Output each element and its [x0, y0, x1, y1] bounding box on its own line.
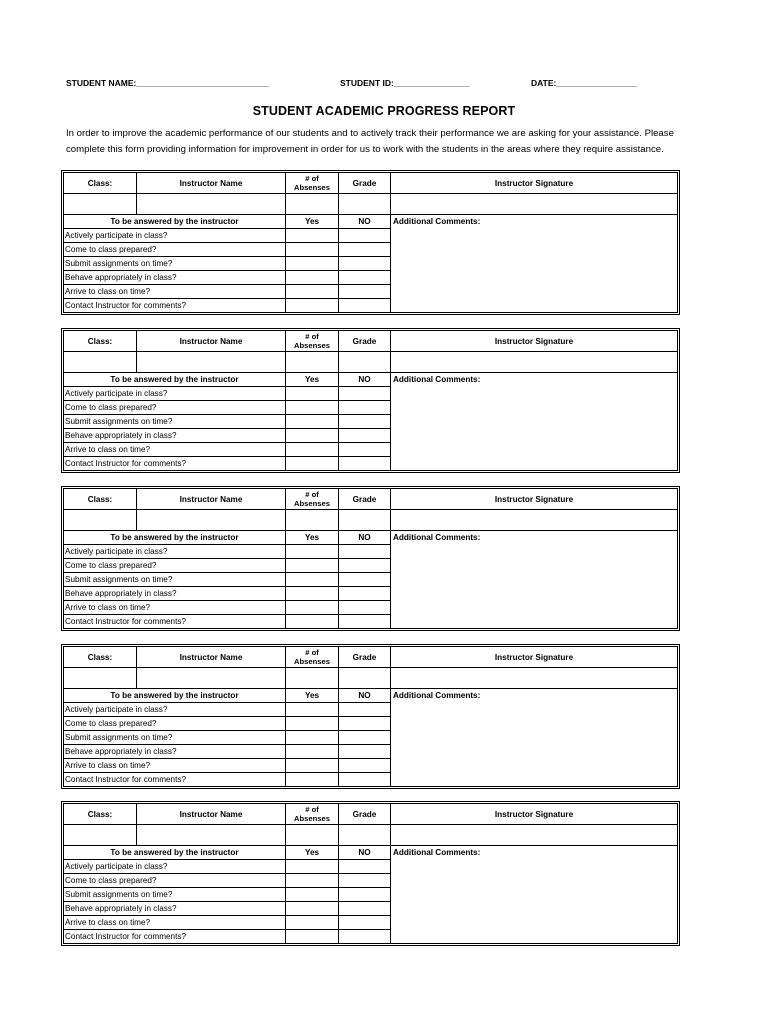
- no-header: NO: [339, 215, 391, 229]
- class-input[interactable]: [64, 352, 137, 373]
- yes-cell[interactable]: [286, 545, 339, 559]
- intro-paragraph: In order to improve the academic performance of our students and to actively track their performance we are asking for your assistance. Please complete this form providing information for improvement in order for us to work with the students in the areas where they require assistance.: [66, 128, 674, 155]
- no-header: NO: [339, 689, 391, 703]
- question-label: Actively participate in class?: [64, 229, 286, 243]
- comments-label: Additional Comments:: [393, 533, 481, 542]
- class-header: Class:: [64, 804, 137, 825]
- class-header: Class:: [64, 173, 137, 194]
- yes-cell[interactable]: [286, 573, 339, 587]
- question-header: To be answered by the instructor: [64, 846, 286, 860]
- form-table: [63, 330, 678, 471]
- yes-cell[interactable]: [286, 285, 339, 299]
- question-label: Come to class prepared?: [64, 559, 286, 573]
- yes-cell[interactable]: [286, 731, 339, 745]
- no-cell[interactable]: [339, 731, 391, 745]
- no-header: NO: [339, 373, 391, 387]
- grade-header: Grade: [339, 489, 391, 510]
- form-header-row: [64, 173, 678, 194]
- no-cell[interactable]: [339, 257, 391, 271]
- form-table: [63, 803, 678, 944]
- instructor-name-input[interactable]: [137, 668, 286, 689]
- no-cell[interactable]: [339, 745, 391, 759]
- grade-header: Grade: [339, 647, 391, 668]
- question-label: Behave appropriately in class?: [64, 271, 286, 285]
- entry-row: [64, 825, 678, 846]
- instructor-name-input[interactable]: [137, 510, 286, 531]
- no-cell[interactable]: [339, 902, 391, 916]
- absences-input[interactable]: [286, 510, 339, 531]
- class-header: Class:: [64, 331, 137, 352]
- no-cell[interactable]: [339, 285, 391, 299]
- question-label: Come to class prepared?: [64, 717, 286, 731]
- instructor-name-input[interactable]: [137, 194, 286, 215]
- question-label: Contact Instructor for comments?: [64, 773, 286, 787]
- yes-cell[interactable]: [286, 559, 339, 573]
- additional-comments-cell[interactable]: [391, 531, 678, 629]
- additional-comments-cell[interactable]: [391, 689, 678, 787]
- no-cell[interactable]: [339, 759, 391, 773]
- question-label: Actively participate in class?: [64, 703, 286, 717]
- absences-header: # of Absenses: [286, 647, 339, 668]
- question-label: Arrive to class on time?: [64, 601, 286, 615]
- date-field[interactable]: DATE:_________________: [531, 78, 637, 88]
- page-title: STUDENT ACADEMIC PROGRESS REPORT: [252, 104, 516, 118]
- absences-header: # of Absenses: [286, 173, 339, 194]
- signature-header: Instructor Signature: [391, 331, 678, 352]
- progress-form: [63, 172, 678, 318]
- yes-header: Yes: [286, 689, 339, 703]
- comments-label: Additional Comments:: [393, 217, 481, 226]
- form-table: [63, 646, 678, 787]
- yes-cell[interactable]: [286, 601, 339, 615]
- no-cell[interactable]: [339, 888, 391, 902]
- yes-cell[interactable]: [286, 888, 339, 902]
- entry-row: [64, 668, 678, 689]
- no-cell[interactable]: [339, 443, 391, 457]
- absences-input[interactable]: [286, 668, 339, 689]
- no-cell[interactable]: [339, 717, 391, 731]
- no-cell[interactable]: [339, 930, 391, 944]
- question-label: Arrive to class on time?: [64, 916, 286, 930]
- signature-input[interactable]: [391, 825, 678, 846]
- question-label: Behave appropriately in class?: [64, 745, 286, 759]
- entry-row: [64, 194, 678, 215]
- question-label: Behave appropriately in class?: [64, 429, 286, 443]
- question-label: Arrive to class on time?: [64, 285, 286, 299]
- question-header: To be answered by the instructor: [64, 215, 286, 229]
- yes-cell[interactable]: [286, 443, 339, 457]
- no-cell[interactable]: [339, 545, 391, 559]
- entry-row: [64, 510, 678, 531]
- no-cell[interactable]: [339, 601, 391, 615]
- question-header-row: [64, 373, 678, 387]
- signature-header: Instructor Signature: [391, 647, 678, 668]
- yes-cell[interactable]: [286, 415, 339, 429]
- question-label: Contact Instructor for comments?: [64, 457, 286, 471]
- question-label: Contact Instructor for comments?: [64, 930, 286, 944]
- form-header-row: [64, 647, 678, 668]
- yes-cell[interactable]: [286, 615, 339, 629]
- signature-input[interactable]: [391, 668, 678, 689]
- grade-input[interactable]: [339, 825, 391, 846]
- instructor-name-header: Instructor Name: [137, 173, 286, 194]
- form-header-row: [64, 489, 678, 510]
- no-cell[interactable]: [339, 271, 391, 285]
- no-cell[interactable]: [339, 773, 391, 787]
- absences-input[interactable]: [286, 352, 339, 373]
- yes-cell[interactable]: [286, 587, 339, 601]
- yes-header: Yes: [286, 215, 339, 229]
- grade-header: Grade: [339, 804, 391, 825]
- question-label: Submit assignments on time?: [64, 731, 286, 745]
- yes-cell[interactable]: [286, 299, 339, 313]
- yes-header: Yes: [286, 846, 339, 860]
- question-label: Submit assignments on time?: [64, 573, 286, 587]
- no-cell[interactable]: [339, 874, 391, 888]
- question-label: Contact Instructor for comments?: [64, 299, 286, 313]
- grade-header: Grade: [339, 331, 391, 352]
- progress-form: [63, 803, 678, 949]
- instructor-name-input[interactable]: [137, 825, 286, 846]
- form-header-row: [64, 331, 678, 352]
- question-label: Come to class prepared?: [64, 243, 286, 257]
- no-cell[interactable]: [339, 559, 391, 573]
- question-label: Behave appropriately in class?: [64, 902, 286, 916]
- no-cell[interactable]: [339, 703, 391, 717]
- yes-cell[interactable]: [286, 916, 339, 930]
- grade-header: Grade: [339, 173, 391, 194]
- additional-comments-cell[interactable]: [391, 215, 678, 313]
- question-label: Submit assignments on time?: [64, 888, 286, 902]
- form-table: [63, 488, 678, 629]
- question-label: Come to class prepared?: [64, 874, 286, 888]
- grade-input[interactable]: [339, 510, 391, 531]
- additional-comments-cell[interactable]: [391, 846, 678, 944]
- entry-row: [64, 352, 678, 373]
- no-header: NO: [339, 531, 391, 545]
- yes-cell[interactable]: [286, 860, 339, 874]
- signature-header: Instructor Signature: [391, 804, 678, 825]
- absences-header: # of Absenses: [286, 331, 339, 352]
- no-cell[interactable]: [339, 860, 391, 874]
- signature-header: Instructor Signature: [391, 489, 678, 510]
- comments-label: Additional Comments:: [393, 375, 481, 384]
- yes-cell[interactable]: [286, 243, 339, 257]
- absences-input[interactable]: [286, 194, 339, 215]
- class-input[interactable]: [64, 825, 137, 846]
- progress-form: [63, 488, 678, 634]
- no-cell[interactable]: [339, 401, 391, 415]
- signature-input[interactable]: [391, 194, 678, 215]
- instructor-name-header: Instructor Name: [137, 489, 286, 510]
- yes-cell[interactable]: [286, 387, 339, 401]
- absences-header: # of Absenses: [286, 804, 339, 825]
- yes-header: Yes: [286, 531, 339, 545]
- yes-cell[interactable]: [286, 902, 339, 916]
- absences-input[interactable]: [286, 825, 339, 846]
- yes-cell[interactable]: [286, 271, 339, 285]
- question-label: Come to class prepared?: [64, 401, 286, 415]
- comments-label: Additional Comments:: [393, 691, 481, 700]
- yes-cell[interactable]: [286, 257, 339, 271]
- no-cell[interactable]: [339, 387, 391, 401]
- no-cell[interactable]: [339, 243, 391, 257]
- progress-form: [63, 646, 678, 792]
- no-cell[interactable]: [339, 229, 391, 243]
- instructor-name-input[interactable]: [137, 352, 286, 373]
- form-header-row: [64, 804, 678, 825]
- yes-cell[interactable]: [286, 745, 339, 759]
- no-cell[interactable]: [339, 587, 391, 601]
- class-header: Class:: [64, 647, 137, 668]
- yes-cell[interactable]: [286, 930, 339, 944]
- question-label: Actively participate in class?: [64, 860, 286, 874]
- no-cell[interactable]: [339, 299, 391, 313]
- question-header-row: [64, 215, 678, 229]
- student-name-field[interactable]: STUDENT NAME:____________________________: [66, 78, 269, 88]
- yes-cell[interactable]: [286, 429, 339, 443]
- no-cell[interactable]: [339, 573, 391, 587]
- no-cell[interactable]: [339, 916, 391, 930]
- no-cell[interactable]: [339, 615, 391, 629]
- additional-comments-cell[interactable]: [391, 373, 678, 471]
- form-table: [63, 172, 678, 313]
- class-input[interactable]: [64, 194, 137, 215]
- yes-cell[interactable]: [286, 401, 339, 415]
- question-label: Arrive to class on time?: [64, 443, 286, 457]
- question-header-row: [64, 846, 678, 860]
- question-label: Behave appropriately in class?: [64, 587, 286, 601]
- no-cell[interactable]: [339, 429, 391, 443]
- question-label: Submit assignments on time?: [64, 415, 286, 429]
- grade-input[interactable]: [339, 668, 391, 689]
- instructor-name-header: Instructor Name: [137, 804, 286, 825]
- instructor-name-header: Instructor Name: [137, 331, 286, 352]
- no-cell[interactable]: [339, 415, 391, 429]
- grade-input[interactable]: [339, 194, 391, 215]
- student-id-field[interactable]: STUDENT ID:________________: [340, 78, 470, 88]
- question-header-row: [64, 689, 678, 703]
- signature-header: Instructor Signature: [391, 173, 678, 194]
- no-header: NO: [339, 846, 391, 860]
- absences-header: # of Absenses: [286, 489, 339, 510]
- question-label: Contact Instructor for comments?: [64, 615, 286, 629]
- question-header-row: [64, 531, 678, 545]
- signature-input[interactable]: [391, 352, 678, 373]
- no-cell[interactable]: [339, 457, 391, 471]
- yes-cell[interactable]: [286, 229, 339, 243]
- yes-cell[interactable]: [286, 759, 339, 773]
- comments-label: Additional Comments:: [393, 848, 481, 857]
- question-label: Actively participate in class?: [64, 387, 286, 401]
- grade-input[interactable]: [339, 352, 391, 373]
- question-header: To be answered by the instructor: [64, 531, 286, 545]
- yes-cell[interactable]: [286, 703, 339, 717]
- yes-cell[interactable]: [286, 457, 339, 471]
- question-header: To be answered by the instructor: [64, 689, 286, 703]
- class-input[interactable]: [64, 510, 137, 531]
- yes-header: Yes: [286, 373, 339, 387]
- yes-cell[interactable]: [286, 773, 339, 787]
- signature-input[interactable]: [391, 510, 678, 531]
- question-label: Submit assignments on time?: [64, 257, 286, 271]
- yes-cell[interactable]: [286, 717, 339, 731]
- class-input[interactable]: [64, 668, 137, 689]
- class-header: Class:: [64, 489, 137, 510]
- yes-cell[interactable]: [286, 874, 339, 888]
- instructor-name-header: Instructor Name: [137, 647, 286, 668]
- question-label: Actively participate in class?: [64, 545, 286, 559]
- question-label: Arrive to class on time?: [64, 759, 286, 773]
- progress-form: [63, 330, 678, 476]
- question-header: To be answered by the instructor: [64, 373, 286, 387]
